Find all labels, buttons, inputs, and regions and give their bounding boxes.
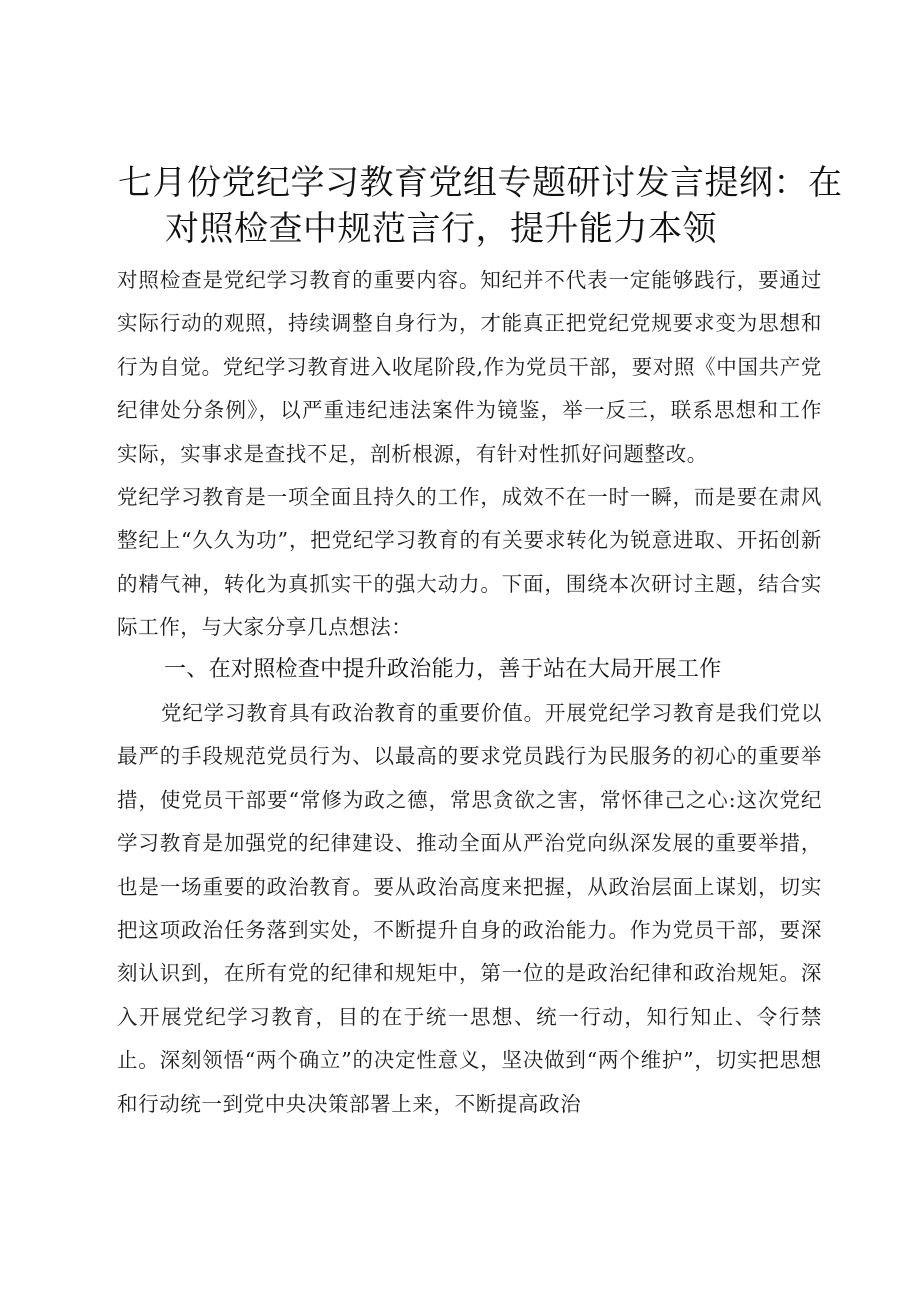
intro-paragraph: 对照检查是党纪学习教育的重要内容。知纪并不代表一定能够践行，要通过实际行动的观照，持续调整自身行为，才能真正把党纪党规要求变为思想和行为自觉。党纪学习教育进入收尾阶段,作为党员干部，要对照《中国共产党纪律处分条例》，以严重违纪违法案件为镜鉴，举一反三，联系思想和工作实际，实事求是查找不足，剖析根源，有针对性抓好问题整改。 xyxy=(117,268,822,466)
section-1-paragraph: 党纪学习教育具有政治教育的重要价值。开展党纪学习教育是我们党以最严的手段规范党员行为、以最高的要求党员践行为民服务的初心的重要举措，使党员干部要“常修为政之德，常思贪欲之害，常怀律己之心:这次党纪学习教育是加强党的纪律建设、推动全面从严治党向纵深发展的重要举措，也是一场重要的政治教育。要从政治高度来把握，从政治层面上谋划，切实把这项政治任务落到实处，不断提升自身的政治能力。作为党员干部，要深刻认识到，在所有党的纪律和规矩中，第一位的是政治纪律和政治规矩。深入开展党纪学习教育，目的在于统一思想、统一行动，知行知止、令行禁止。深刻领悟“两个确立”的决定性意义，坚决做到“两个维护”，切实把思想和行动统一到党中央决策部署上来，不断提高政治 xyxy=(117,701,822,1116)
context-paragraph: 党纪学习教育是一项全面且持久的工作，成效不在一时一瞬，而是要在肃风整纪上“久久为功”，把党纪学习教育的有关要求转化为锐意进取、开拓创新的精气神，转化为真抓实干的强大动力。下面，围绕本次研讨主题，结合实际工作，与大家分享几点想法： xyxy=(117,485,822,640)
document-title xyxy=(100,160,843,252)
section-1-heading: 一、在对照检查中提升政治能力，善于站在大局开展工作 xyxy=(164,657,722,682)
title-line-2: 对照检查中规范言行，提升能力本领 xyxy=(165,209,717,249)
title-line-1: 七月份党纪学习教育党组专题研讨发言提纲：在 xyxy=(118,163,843,203)
